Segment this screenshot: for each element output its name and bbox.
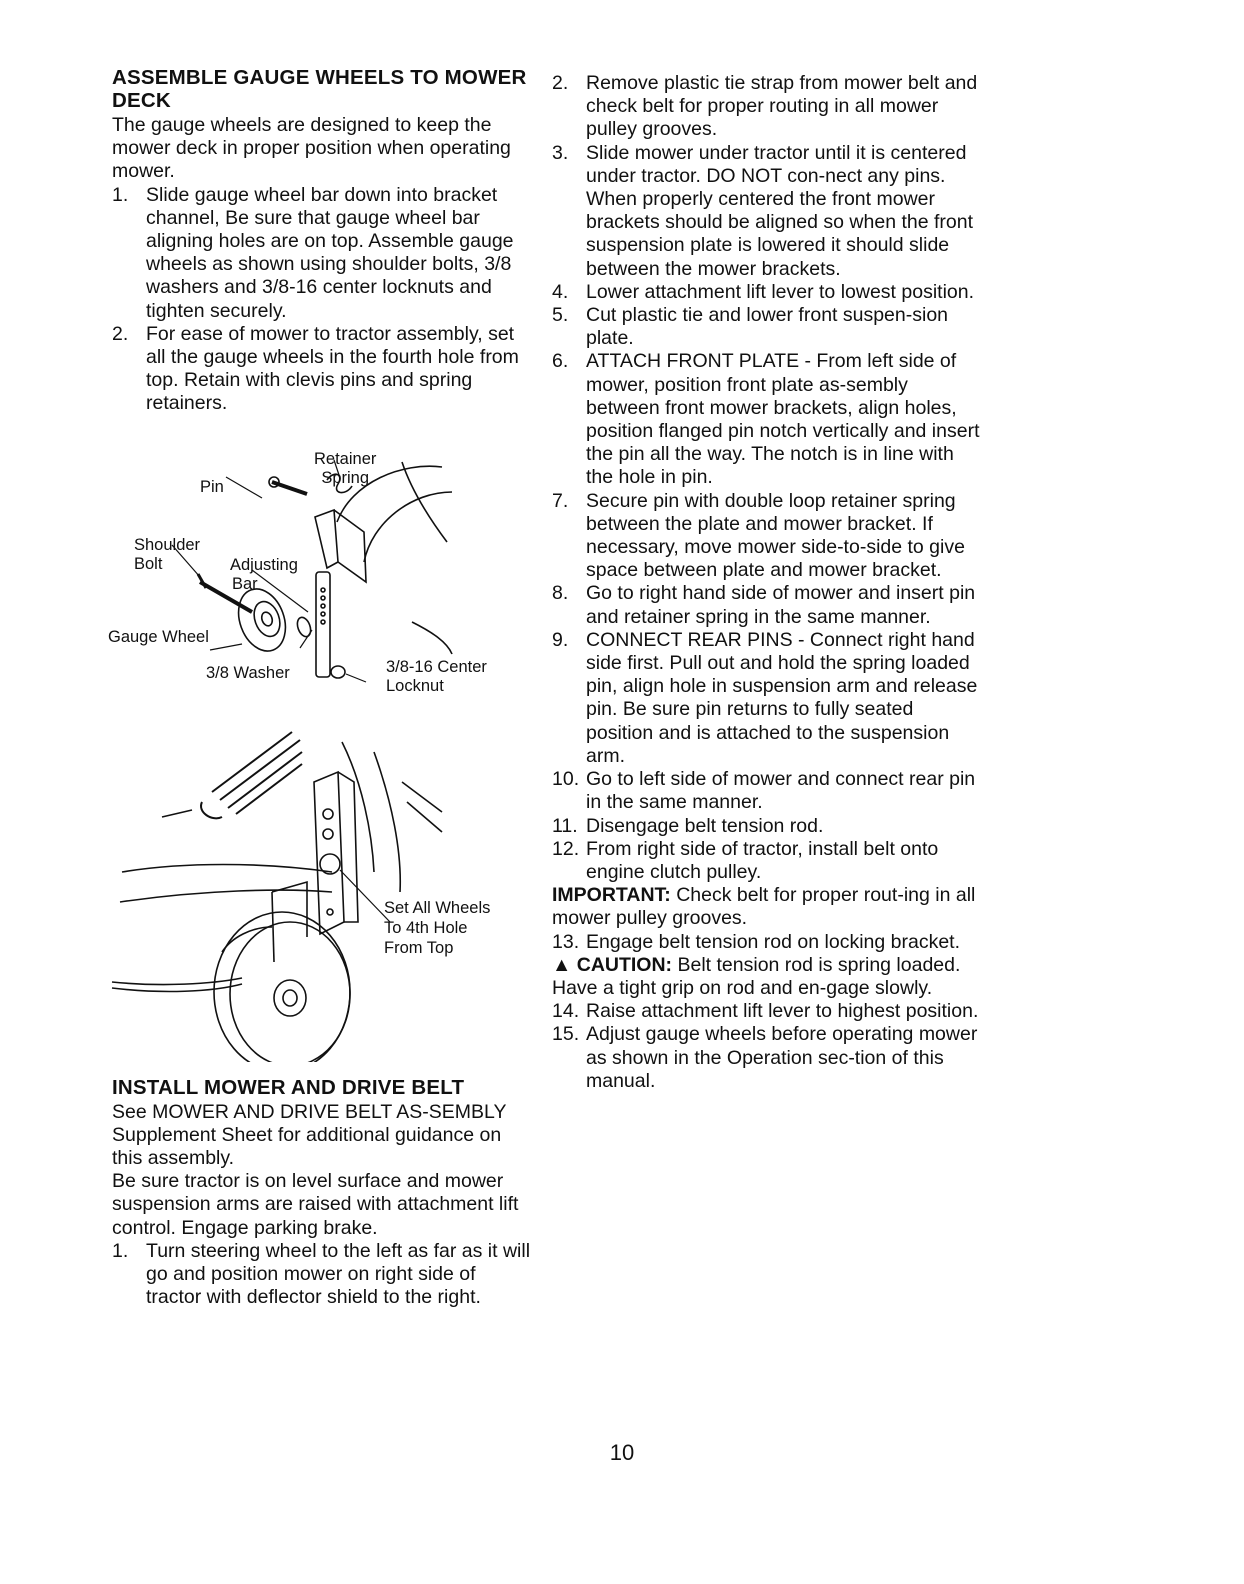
- step-number: 14.: [552, 1000, 580, 1023]
- list-item: [552, 838, 982, 884]
- list-item: [552, 582, 982, 628]
- section-heading-install-mower: INSTALL MOWER AND DRIVE BELT: [112, 1075, 465, 1099]
- list-item: [552, 629, 982, 768]
- step-text: Slide mower under tractor until it is centered under tractor. DO NOT con-nect any pins. When properly centered the front mower brackets should be aligned so when the front suspension plate is lowered it should slide between the mower brackets.: [586, 141, 974, 280]
- callout-line: From Top: [384, 938, 454, 957]
- callout-center: 3/8-16 Center: [386, 657, 487, 676]
- important-note: [552, 884, 982, 930]
- callout-line: Set All Wheels: [384, 898, 491, 917]
- list-item: [112, 184, 532, 323]
- callout-adjusting: Adjusting: [230, 555, 298, 574]
- callout-retainer: Retainer: [314, 449, 377, 468]
- step-number: 5.: [552, 304, 569, 327]
- step-text: Lower attachment lift lever to lowest position.: [586, 280, 975, 303]
- wheel-hole-setting-drawing: [102, 722, 522, 1062]
- list-item: [112, 323, 532, 416]
- wheel-hole-setting-figure: [102, 722, 522, 1062]
- caution-note: [552, 954, 982, 1000]
- step-number: 1.: [112, 1239, 129, 1262]
- callout-gauge-wheel: Gauge Wheel: [108, 627, 209, 646]
- list-item: [552, 72, 982, 142]
- section-intro: The gauge wheels are designed to keep the mower deck in proper position when operating mower.: [112, 114, 511, 183]
- list-item: [552, 931, 982, 954]
- step-number: 6.: [552, 350, 569, 373]
- step-number: 10.: [552, 768, 580, 791]
- callout-center-locknut: [386, 658, 487, 696]
- list-item: [552, 304, 982, 350]
- callout-washer: 3/8 Washer: [206, 663, 290, 682]
- callout-shoulder-bolt: [134, 536, 200, 574]
- step-text: Secure pin with double loop retainer spring between the plate and mower bracket. If necessary, move mower side-to-side to give space between plate and mower bracket.: [586, 489, 965, 582]
- left-column: [108, 66, 532, 1309]
- step-text: Disengage belt tension rod.: [586, 814, 824, 837]
- callout-set-all-wheels: [384, 898, 490, 958]
- important-label: IMPORTANT:: [552, 884, 671, 907]
- callout-adjusting-bar: [230, 556, 298, 594]
- callout-bar: Bar: [232, 574, 258, 593]
- step-number: 3.: [552, 141, 569, 164]
- step-text: CONNECT REAR PINS - Connect right hand side first. Pull out and hold the spring loaded pin, align hole in suspension arm and release pin. Be sure pin returns to fully seated position and is attached to the suspension arm.: [586, 628, 978, 767]
- callout-shoulder: Shoulder: [134, 535, 201, 554]
- step-number: 11.: [552, 814, 578, 837]
- step-text: Cut plastic tie and lower front suspen-sion plate.: [586, 304, 949, 350]
- step-text: Slide gauge wheel bar down into bracket channel, Be sure that gauge wheel bar aligning holes are on top. Assemble gauge wheels as shown using shoulder bolts, 3/8 washers and 3/8-16 center locknuts and tighten securely.: [146, 183, 514, 322]
- step-text: Go to right hand side of mower and insert pin and retainer spring in the same manner.: [586, 582, 976, 628]
- step-text: For ease of mower to tractor assembly, set all the gauge wheels in the fourth hole from top. Retain with clevis pins and spring retainers.: [146, 322, 519, 415]
- step-text: Raise attachment lift lever to highest position.: [586, 1000, 979, 1023]
- step-number: 1.: [112, 183, 129, 206]
- list-item: [552, 815, 982, 838]
- step-number: 8.: [552, 582, 569, 605]
- right-column: [552, 72, 982, 1093]
- list-item: [552, 350, 982, 489]
- install-steps: [112, 1240, 532, 1310]
- section-heading-gauge-wheels: ASSEMBLE GAUGE WHEELS TO MOWER DECK: [112, 66, 527, 112]
- step-text: Adjust gauge wheels before operating mower as shown in the Operation sec-tion of this manual.: [586, 1023, 978, 1092]
- step-number: 12.: [552, 837, 580, 860]
- important-text: Check belt for proper rout-ing in all mower pulley grooves.: [552, 884, 976, 930]
- step-text: Remove plastic tie strap from mower belt and check belt for proper routing in all mower pulley grooves.: [586, 72, 978, 141]
- step-text: Engage belt tension rod on locking bracket.: [586, 930, 960, 953]
- list-item: [552, 142, 982, 281]
- list-item: [552, 281, 982, 304]
- step-text: ATTACH FRONT PLATE - From left side of mower, position front plate as-sembly between front mower brackets, align holes, position flanged pin notch vertically and insert the pin all the way. The notch is in line with the hole in pin.: [586, 350, 980, 489]
- install-steps-continued: [552, 72, 982, 884]
- callout-locknut: Locknut: [386, 676, 444, 695]
- caution-text: Belt tension rod is spring loaded. Have a tight grip on rod and en-gage slowly.: [552, 953, 961, 999]
- gauge-wheel-assembly-figure: [102, 422, 522, 732]
- callout-line: To 4th Hole: [384, 918, 468, 937]
- page-number: 10: [609, 1440, 635, 1465]
- step-number: 13.: [552, 930, 580, 953]
- list-item: [112, 1240, 532, 1310]
- callout-spring: Spring: [321, 468, 370, 487]
- list-item: [552, 1023, 982, 1093]
- step-text: Go to left side of mower and connect rear pin in the same manner.: [586, 768, 976, 814]
- gauge-wheel-steps: [112, 184, 532, 416]
- step-text: Turn steering wheel to the left as far as it will go and position mower on right side of tractor with deflector shield to the right.: [146, 1239, 531, 1309]
- step-number: 4.: [552, 280, 569, 303]
- step-number: 2.: [112, 322, 129, 345]
- step-text: From right side of tractor, install belt onto engine clutch pulley.: [586, 837, 939, 883]
- step-number: 7.: [552, 489, 569, 512]
- list-item: [552, 1000, 982, 1023]
- list-item: [552, 490, 982, 583]
- caution-label: CAUTION:: [576, 953, 673, 976]
- list-item: [552, 768, 982, 814]
- install-steps-final: [552, 1000, 982, 1093]
- callout-bolt: Bolt: [134, 554, 163, 573]
- callout-pin: Pin: [200, 477, 224, 496]
- section2-para2: Be sure tractor is on level surface and mower suspension arms are raised with attachment lift control. Engage parking brake.: [112, 1170, 519, 1239]
- warning-triangle-icon: ▲: [552, 953, 572, 976]
- step-number: 9.: [552, 628, 569, 651]
- step-number: 2.: [552, 72, 569, 94]
- install-steps-13: [552, 931, 982, 954]
- step-number: 15.: [552, 1023, 580, 1046]
- section2-para1: See MOWER AND DRIVE BELT AS-SEMBLY Supplement Sheet for additional guidance on this assembly.: [112, 1100, 507, 1170]
- callout-retainer-spring: [314, 450, 376, 488]
